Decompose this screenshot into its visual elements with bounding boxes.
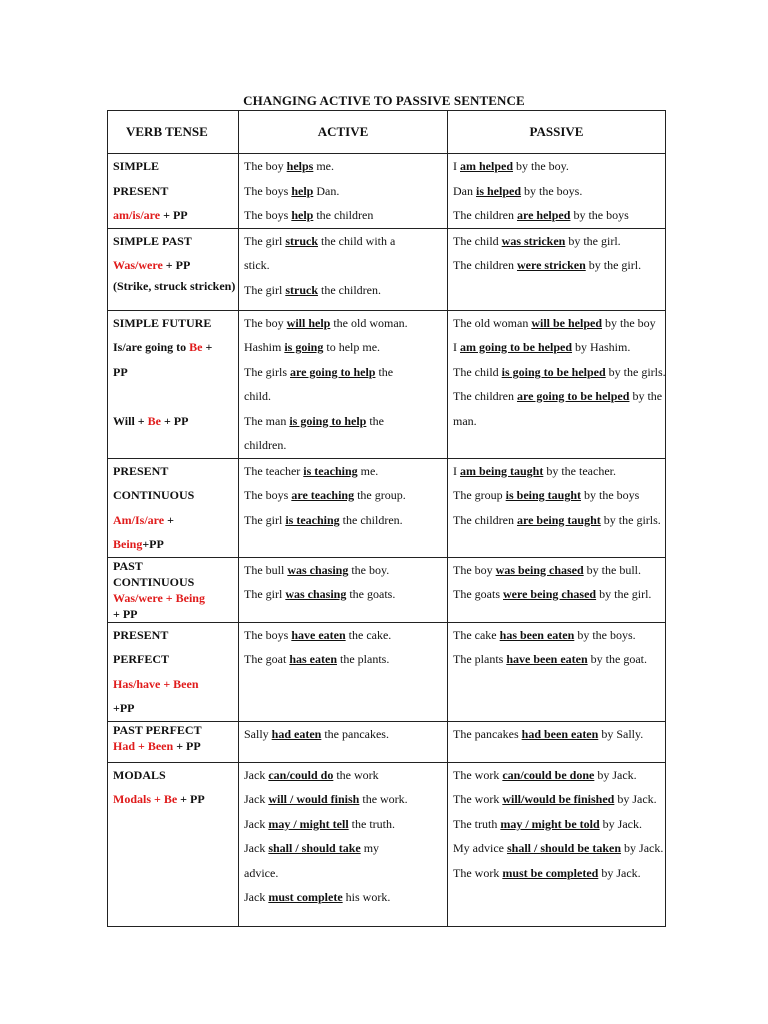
table-body — [108, 154, 666, 927]
text-fragment: Dan — [453, 183, 476, 198]
tense-line — [113, 606, 233, 622]
text-fragment: + PP — [160, 413, 189, 428]
text-fragment: The goats — [453, 587, 503, 601]
active-sentence-line — [244, 508, 442, 533]
text-fragment: the work. — [359, 792, 408, 806]
text-fragment: (Strike, struck stricken) — [113, 278, 236, 293]
active-cell — [239, 458, 448, 557]
text-fragment: to help me. — [323, 340, 381, 354]
text-fragment: The children — [453, 208, 517, 222]
text-fragment: The plants — [453, 652, 507, 666]
active-sentence-line — [244, 812, 442, 837]
text-fragment: Jack — [244, 890, 269, 904]
verb-phrase: is going to help — [289, 413, 367, 428]
text-fragment: The man — [244, 413, 290, 428]
text-fragment: by Sally. — [598, 726, 644, 741]
verb-phrase: will be helped — [531, 315, 603, 330]
text-fragment: The cake — [453, 627, 500, 642]
passive-sentence-line — [453, 409, 660, 434]
text-fragment: The work — [453, 792, 503, 806]
active-sentence-line — [244, 229, 442, 254]
tense-line — [113, 179, 233, 204]
tense-line — [113, 696, 233, 721]
verb-phrase: is teaching — [285, 512, 340, 527]
verb-phrase: were stricken — [516, 258, 586, 272]
text-fragment: MODALS — [113, 767, 166, 782]
tense-line — [113, 483, 233, 508]
passive-sentence-line — [453, 836, 664, 861]
table-row — [108, 310, 666, 458]
passive-sentence-line — [453, 508, 660, 533]
text-fragment: The old woman — [453, 315, 532, 330]
passive-sentence-line — [453, 483, 660, 508]
active-sentence-line — [244, 203, 442, 228]
text-fragment: Is/are going to — [113, 340, 190, 354]
text-fragment: The teacher — [244, 463, 304, 478]
text-fragment: by the boys. — [574, 627, 636, 642]
text-fragment: The boys — [244, 183, 292, 198]
tense-table — [107, 110, 666, 927]
passive-sentence-line — [453, 647, 660, 672]
passive-sentence-line — [453, 763, 660, 788]
passive-sentence-line — [453, 787, 660, 812]
passive-sentence-line — [453, 203, 660, 228]
passive-cell — [448, 458, 666, 557]
text-fragment: the work — [333, 767, 379, 782]
verb-phrase: am being taught — [460, 463, 544, 478]
text-fragment: I — [453, 340, 460, 354]
passive-sentence-line — [453, 384, 663, 409]
text-fragment: the cake. — [345, 627, 392, 642]
passive-sentence-line — [453, 154, 660, 179]
verb-phrase: must be completed — [502, 865, 599, 880]
text-fragment: my — [360, 841, 380, 855]
verb-phrase: can/could be done — [502, 767, 595, 782]
active-sentence-line — [244, 787, 442, 812]
verb-phrase: must complete — [268, 890, 343, 904]
text-fragment: + PP — [173, 738, 201, 753]
tense-line — [113, 647, 233, 672]
verb-phrase: has been eaten — [499, 627, 575, 642]
verb-phrase: helps — [286, 159, 314, 173]
text-fragment: the goats. — [346, 587, 396, 601]
passive-sentence-line — [453, 229, 660, 254]
passive-sentence-line — [453, 722, 660, 747]
text-fragment: The work — [453, 767, 503, 782]
text-fragment: child. — [244, 389, 271, 403]
verb-phrase: were being chased — [503, 587, 597, 601]
text-fragment: The boys — [244, 488, 292, 502]
text-fragment: by the boy. — [513, 159, 569, 173]
table-row — [108, 622, 666, 721]
text-fragment: PRESENT — [113, 627, 169, 642]
passive-cell — [448, 762, 666, 926]
header-row — [108, 111, 666, 154]
text-fragment: the truth. — [348, 816, 395, 831]
text-fragment: by the boys — [581, 488, 640, 502]
tense-line — [113, 590, 233, 606]
text-fragment: The bull — [244, 562, 288, 577]
passive-cell — [448, 622, 666, 721]
active-cell — [239, 154, 448, 229]
verb-phrase: struck — [285, 233, 318, 248]
text-fragment: the plants. — [337, 652, 390, 666]
active-sentence-line — [244, 253, 442, 278]
passive-cell — [448, 154, 666, 229]
passive-sentence-line — [453, 179, 660, 204]
text-fragment: by the girl. — [596, 587, 652, 601]
active-sentence-line — [244, 582, 442, 607]
text-fragment: + PP — [160, 208, 188, 222]
text-fragment: CONTINUOUS — [113, 574, 195, 589]
tense-line — [113, 574, 233, 590]
text-fragment: the children. — [339, 512, 403, 527]
text-fragment: SIMPLE FUTURE — [113, 315, 212, 330]
text-fragment: by the boys — [570, 208, 629, 222]
tense-line — [113, 623, 233, 648]
text-fragment: me. — [357, 463, 379, 478]
tense-line — [113, 672, 233, 697]
text-fragment: the — [375, 364, 394, 379]
verb-phrase: are going to help — [290, 364, 376, 379]
text-fragment: The children — [453, 512, 517, 527]
text-fragment: SIMPLE — [113, 159, 160, 173]
text-fragment: The girl — [244, 282, 286, 297]
verb-phrase: has eaten — [289, 652, 337, 666]
text-fragment: PP — [113, 364, 128, 379]
text-fragment: CONTINUOUS — [113, 488, 195, 502]
text-fragment: Will + — [113, 413, 148, 428]
passive-sentence-line — [453, 253, 660, 278]
passive-cell — [448, 310, 666, 458]
tense-line — [113, 384, 233, 409]
text-fragment: by Hashim. — [572, 340, 631, 354]
text-fragment: The girl — [244, 587, 286, 601]
text-fragment: man. — [453, 413, 477, 428]
tense-line — [113, 722, 233, 738]
verb-phrase: will / would finish — [268, 792, 360, 806]
verb-phrase: can/could do — [268, 767, 334, 782]
verb-phrase: was stricken — [501, 233, 566, 248]
verb-tense-cell — [108, 762, 239, 926]
active-sentence-line — [244, 384, 442, 409]
text-fragment: by the boys. — [521, 183, 583, 198]
passive-sentence-line — [453, 459, 660, 484]
tense-line — [113, 738, 233, 754]
text-fragment: by the boy — [602, 315, 656, 330]
verb-phrase: am helped — [460, 159, 514, 173]
text-fragment: + PP — [113, 606, 138, 621]
text-fragment: Sally — [244, 726, 272, 741]
text-fragment: by Jack. — [614, 792, 657, 806]
text-fragment: Jack — [244, 841, 269, 855]
passive-cell — [448, 228, 666, 310]
text-fragment: by the girls. — [600, 512, 661, 527]
active-cell — [239, 721, 448, 762]
active-sentence-line — [244, 763, 442, 788]
page-title: CHANGING ACTIVE TO PASSIVE SENTENCE — [243, 93, 525, 108]
text-fragment: Dan. — [313, 183, 340, 198]
active-sentence-line — [244, 647, 442, 672]
verb-tense-cell — [108, 557, 239, 622]
text-fragment: PAST PERFECT — [113, 722, 202, 737]
text-fragment: by the girls. — [605, 364, 666, 379]
text-fragment: by the goat. — [587, 652, 647, 666]
table-row — [108, 762, 666, 926]
tense-line — [113, 311, 233, 336]
text-fragment: The children — [453, 258, 517, 272]
verb-phrase: is helped — [476, 183, 522, 198]
text-fragment: The boys — [244, 627, 292, 642]
active-sentence-line — [244, 409, 442, 434]
verb-phrase: was being chased — [495, 562, 584, 577]
passive-sentence-line — [453, 623, 660, 648]
active-cell — [239, 557, 448, 622]
formula-highlight: Be — [147, 413, 161, 428]
text-fragment: I — [453, 463, 460, 478]
header-verb-tense: VERB TENSE — [108, 111, 239, 154]
text-fragment: PRESENT — [113, 463, 169, 478]
verb-phrase: was chasing — [285, 587, 347, 601]
text-fragment: by Jack. — [594, 767, 637, 782]
text-fragment: the old woman. — [330, 315, 408, 330]
passive-sentence-line — [453, 311, 660, 336]
text-fragment: The boy — [453, 562, 496, 577]
verb-tense-cell — [108, 721, 239, 762]
verb-phrase: is going to be helped — [501, 364, 606, 379]
verb-phrase: are being taught — [516, 512, 601, 527]
tense-line — [113, 360, 233, 385]
active-sentence-line — [244, 179, 442, 204]
active-sentence-line — [244, 558, 442, 583]
text-fragment: the children. — [318, 282, 381, 297]
table-row — [108, 458, 666, 557]
text-fragment: by the girl. — [565, 233, 621, 248]
active-sentence-line — [244, 483, 442, 508]
formula-highlight: Being — [113, 537, 143, 551]
tense-line — [113, 409, 233, 434]
text-fragment: me. — [313, 159, 335, 173]
tense-line — [113, 278, 236, 294]
text-fragment: the children — [313, 208, 374, 222]
text-fragment: by the bull. — [583, 562, 641, 577]
text-fragment: the child with a — [318, 233, 396, 248]
verb-phrase: is teaching — [303, 463, 358, 478]
table-row — [108, 154, 666, 229]
text-fragment: The girls — [244, 364, 290, 379]
text-fragment: the pancakes. — [321, 726, 389, 741]
verb-tense-cell — [108, 154, 239, 229]
table-row — [108, 228, 666, 310]
tense-line — [113, 229, 233, 254]
tense-line — [113, 154, 233, 179]
active-sentence-line — [244, 154, 442, 179]
active-cell — [239, 310, 448, 458]
text-fragment: + PP — [177, 792, 205, 806]
tense-line — [113, 253, 233, 278]
active-sentence-line — [244, 722, 442, 747]
active-sentence-line — [244, 861, 442, 886]
verb-tense-cell — [108, 622, 239, 721]
verb-phrase: are going to be helped — [516, 389, 630, 403]
text-fragment: The pancakes — [453, 726, 522, 741]
verb-phrase: have eaten — [291, 627, 346, 642]
tense-line — [113, 203, 233, 228]
text-fragment: + — [164, 512, 174, 527]
verb-phrase: are teaching — [291, 488, 355, 502]
table-row — [108, 557, 666, 622]
text-fragment: PERFECT — [113, 652, 170, 666]
text-fragment: the group. — [354, 488, 406, 502]
active-sentence-line — [244, 278, 442, 303]
text-fragment: children. — [244, 438, 287, 452]
verb-phrase: will/would be finished — [502, 792, 615, 806]
active-sentence-line — [244, 360, 442, 385]
text-fragment: PRESENT — [113, 183, 169, 198]
text-fragment: by the girl. — [585, 258, 642, 272]
formula-highlight: Be — [189, 340, 203, 354]
tense-line — [113, 508, 233, 533]
passive-sentence-line — [453, 812, 660, 837]
verb-phrase: will help — [286, 315, 331, 330]
formula-highlight: Had + Been — [113, 738, 174, 753]
text-fragment: his work. — [342, 890, 391, 904]
text-fragment: The child — [453, 233, 502, 248]
active-cell — [239, 622, 448, 721]
formula-highlight: Am/Is/are — [113, 512, 165, 527]
text-fragment: + — [202, 340, 213, 354]
table-row — [108, 721, 666, 762]
verb-phrase: help — [291, 208, 314, 222]
verb-phrase: is being taught — [505, 488, 582, 502]
text-fragment: Jack — [244, 816, 269, 831]
text-fragment: +PP — [113, 701, 135, 715]
verb-phrase: help — [291, 183, 314, 198]
passive-cell — [448, 557, 666, 622]
verb-phrase: are helped — [516, 208, 571, 222]
verb-phrase: shall / should take — [268, 841, 361, 855]
text-fragment: The children — [453, 389, 517, 403]
text-fragment: Hashim — [244, 340, 285, 354]
verb-phrase: struck — [285, 282, 318, 297]
text-fragment: My advice — [453, 841, 507, 855]
text-fragment: The boys — [244, 208, 292, 222]
text-fragment: by the — [629, 389, 663, 403]
text-fragment: + PP — [162, 258, 191, 272]
formula-highlight: Modals + Be — [113, 792, 178, 806]
text-fragment: The girl — [244, 233, 286, 248]
verb-phrase: shall / should be taken — [506, 841, 622, 855]
text-fragment: The truth — [453, 816, 501, 831]
text-fragment: The boy — [244, 315, 287, 330]
verb-tense-cell — [108, 310, 239, 458]
header-active: ACTIVE — [239, 111, 448, 154]
active-cell — [239, 762, 448, 926]
verb-tense-cell — [108, 228, 239, 310]
text-fragment: PAST — [113, 558, 143, 573]
verb-phrase: have been eaten — [506, 652, 588, 666]
text-fragment: Jack — [244, 767, 269, 782]
verb-phrase: was chasing — [287, 562, 349, 577]
text-fragment: SIMPLE PAST — [113, 233, 192, 248]
tense-line — [113, 335, 233, 360]
passive-sentence-line — [453, 558, 660, 583]
active-sentence-line — [244, 433, 442, 458]
formula-highlight: Was/were — [113, 258, 163, 272]
formula-highlight: am/is/are — [113, 208, 161, 222]
verb-phrase: had been eaten — [521, 726, 599, 741]
passive-sentence-line — [453, 335, 660, 360]
text-fragment: the — [366, 413, 385, 428]
passive-sentence-line — [453, 360, 666, 385]
text-fragment: The child — [453, 364, 502, 379]
tense-line — [113, 459, 233, 484]
text-fragment: I — [453, 159, 460, 173]
text-fragment — [113, 389, 116, 403]
text-fragment: by Jack. — [621, 841, 664, 855]
text-fragment: by the teacher. — [543, 463, 616, 478]
text-fragment: The work — [453, 865, 503, 880]
active-sentence-line — [244, 885, 442, 910]
formula-highlight: Has/have + Been — [113, 676, 199, 691]
formula-highlight: Was/were + Being — [113, 590, 205, 605]
text-fragment: by Jack. — [598, 865, 641, 880]
passive-sentence-line — [453, 582, 660, 607]
active-sentence-line — [244, 311, 442, 336]
header-passive: PASSIVE — [448, 111, 666, 154]
verb-phrase: may / might be told — [500, 816, 600, 831]
text-fragment: Jack — [244, 792, 269, 806]
passive-sentence-line — [453, 861, 660, 886]
text-fragment: advice. — [244, 865, 279, 880]
verb-phrase: am going to be helped — [460, 340, 573, 354]
text-fragment: the boy. — [348, 562, 390, 577]
tense-line — [113, 558, 233, 574]
passive-cell — [448, 721, 666, 762]
verb-phrase: had eaten — [271, 726, 322, 741]
active-sentence-line — [244, 623, 442, 648]
tense-line — [113, 763, 233, 788]
text-fragment: The boy — [244, 159, 287, 173]
active-sentence-line — [244, 335, 442, 360]
verb-tense-cell — [108, 458, 239, 557]
text-fragment: The girl — [244, 512, 286, 527]
verb-phrase: is going — [284, 340, 324, 354]
active-sentence-line — [244, 459, 442, 484]
text-fragment: The goat — [244, 652, 290, 666]
verb-phrase: may / might tell — [268, 816, 349, 831]
active-cell — [239, 228, 448, 310]
text-fragment: +PP — [142, 537, 164, 551]
text-fragment: by Jack. — [599, 816, 642, 831]
tense-line — [113, 532, 233, 557]
text-fragment: stick. — [244, 258, 270, 272]
text-fragment: The group — [453, 488, 506, 502]
tense-line — [113, 787, 233, 812]
active-sentence-line — [244, 836, 442, 861]
